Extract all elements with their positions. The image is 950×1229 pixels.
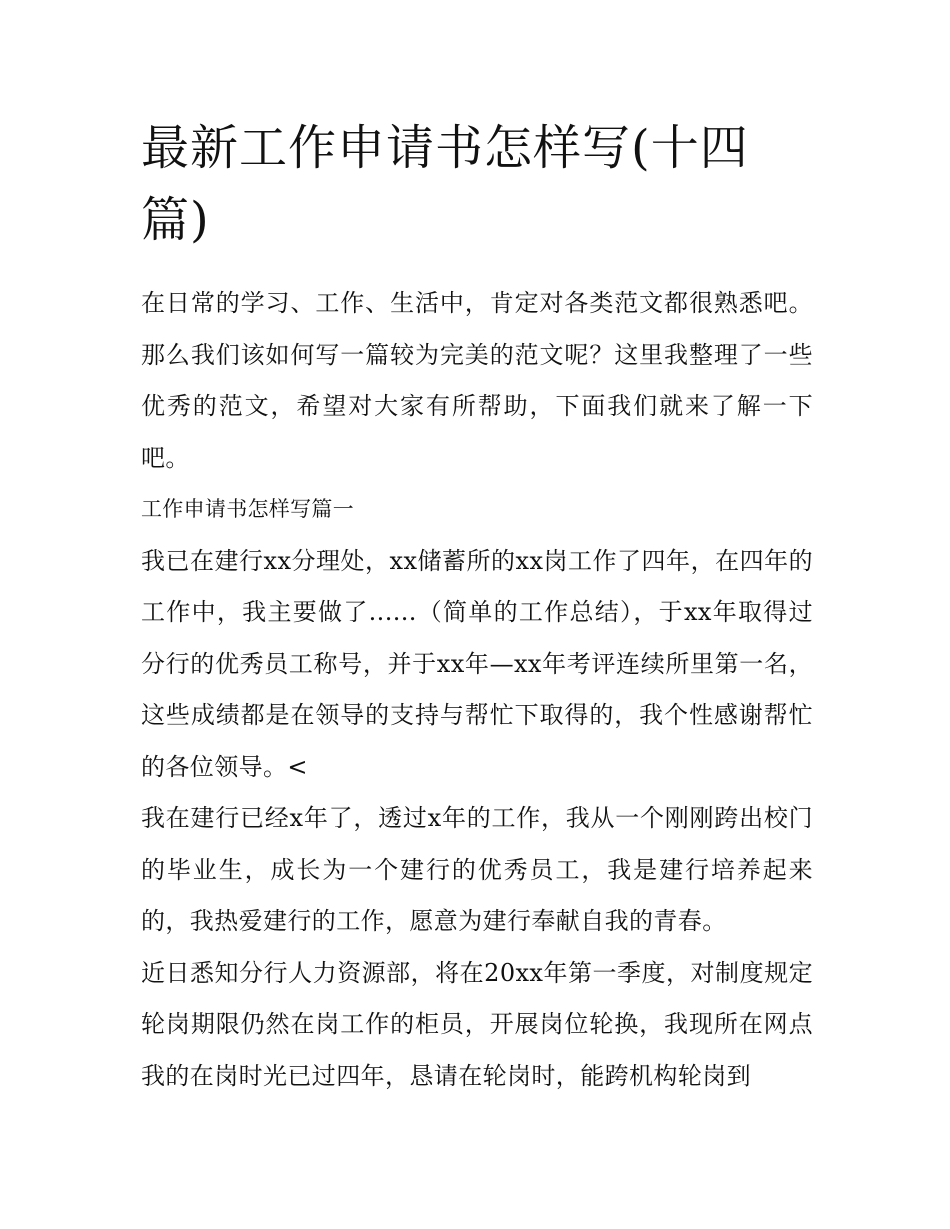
body-paragraph-3: 近日悉知分行人力资源部，将在20xx年第一季度，对制度规定轮岗期限仍然在岗工作的柜员，开展岗位轮换，我现所在网点我的在岗时光已过四年，恳请在轮岗时，能跨机构轮岗到 — [141, 958, 813, 1090]
body-paragraph-2: 我在建行已经x年了，透过x年的工作，我从一个刚刚跨出校门的毕业生，成长为一个建行的优秀员工，我是建行培养起来的，我热爱建行的工作，愿意为建行奉献自我的青春。 — [141, 804, 813, 935]
section-heading: 工作申请书怎样写篇一 — [141, 497, 354, 521]
body-paragraph-1: 我已在建行xx分理处，xx储蓄所的xx岗工作了四年，在四年的工作中，我主要做了......（简单的工作总结），于xx年取得过分行的优秀员工称号，并于xx年—xx年考评连续所里第一名，这些成绩都是在领导的支持与帮忙下取得的，我个性感谢帮忙的各位领导。< — [141, 546, 813, 781]
document-title: 最新工作申请书怎样写(十四篇) — [141, 120, 749, 248]
intro-paragraph: 在日常的学习、工作、生活中，肯定对各类范文都很熟悉吧。那么我们该如何写一篇较为完美的范文呢？这里我整理了一些优秀的范文，希望对大家有所帮助，下面我们就来了解一下吧。 — [141, 289, 813, 472]
document-content — [141, 112, 813, 1102]
document-body — [141, 278, 813, 1102]
